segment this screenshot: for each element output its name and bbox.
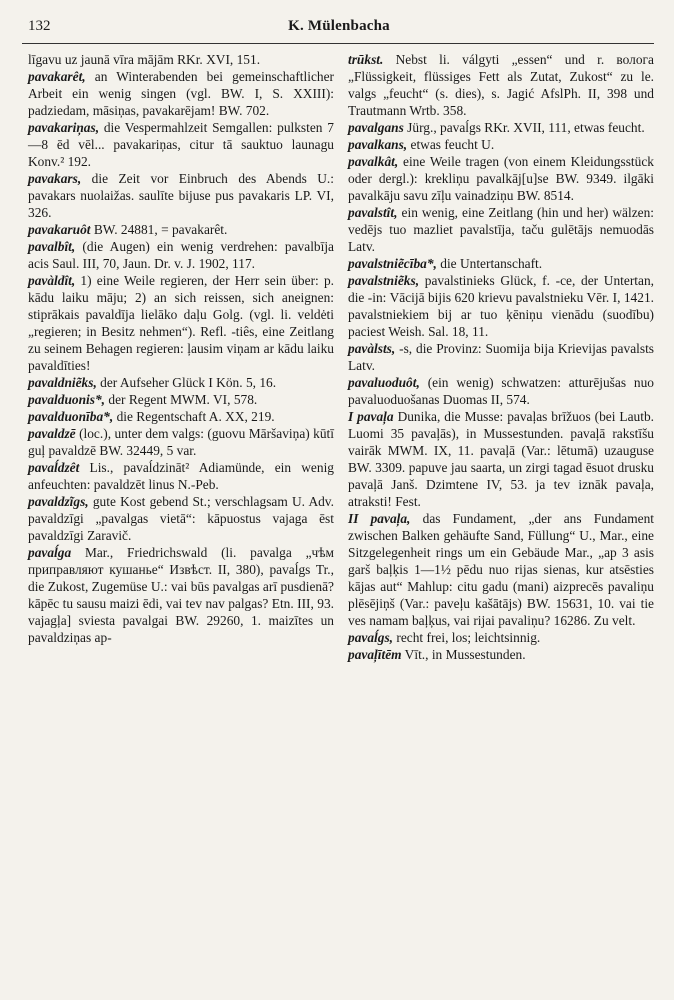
dictionary-entry xyxy=(348,204,654,255)
entry-text: die Zeit vor Einbruch des Abends U.: pavakars nuolaižas. saulīte bijuse pus pavakaris LP. VI, 326. xyxy=(28,171,334,220)
entry-headword: pavalkât, xyxy=(348,154,399,169)
dictionary-entry xyxy=(348,153,654,204)
entry-text: der Aufseher Glück I Kön. 5, 16. xyxy=(100,375,277,390)
entry-text: Jürg., pavaĺgs RKr. XVII, 111, etwas feucht. xyxy=(407,120,645,135)
entry-headword: pavalstît, xyxy=(348,205,398,220)
entry-headword: pavaĺga xyxy=(28,545,72,560)
running-head-author: K. Mülenbacha xyxy=(288,18,390,34)
entry-text: die Regentschaft A. XX, 219. xyxy=(116,409,275,424)
dictionary-entry xyxy=(348,136,654,153)
entry-headword: pavalstniẽcība*, xyxy=(348,256,437,271)
entry-headword: pavaĺgs, xyxy=(348,630,394,645)
entry-headword: pavalbît, xyxy=(28,239,76,254)
dictionary-entry xyxy=(28,119,334,170)
dictionary-entry xyxy=(348,255,654,272)
dictionary-entry xyxy=(28,68,334,119)
entry-text: der Regent MWM. VI, 578. xyxy=(108,392,258,407)
page-header xyxy=(22,18,654,38)
dictionary-entry xyxy=(28,459,334,493)
entry-text: an Winterabenden bei gemeinschaftlicher Arbeit ein wenig singen (vgl. BW. I, S. XXIII): padziedam, māsiņas, pavakarējam! BW. 702. xyxy=(28,69,334,118)
dictionary-entry xyxy=(28,51,334,68)
page-number: 132 xyxy=(28,18,51,34)
dictionary-entry xyxy=(348,51,654,119)
dictionary-entry xyxy=(28,391,334,408)
entry-text: ein wenig, eine Zeitlang (hin und her) wälzen: vedējs tuo mazliet pavalstīja, taču gulētājs nemuodās Latv. xyxy=(348,205,654,254)
dictionary-entry xyxy=(348,629,654,646)
dictionary-entry xyxy=(348,119,654,136)
entry-text: Mar., Friedrichswald (li. pavalga „чѣм приправляют кушанье“ Извѣст. II, 380), pavaĺgs Tr., die Zukost, Zugemüse U.: vai būs pavalgas arī pusdienā? kāpēc tu sausu maizi ēdi, vai tev nav palgas? Etn. III, 93. vajagļa] sviesta pavalgai BW. 29260, 1. maizītes un pavaldziņas ap- xyxy=(28,545,334,645)
dictionary-entry xyxy=(28,272,334,374)
entry-headword: pavaluoduôt, xyxy=(348,375,420,390)
entry-text: gute Kost gebend St.; verschlagsam U. Adv. pavaldzīgi „pavalgas vietā“: kāpuostus vajaga ēst pavaldzīgi Zaravič. xyxy=(28,494,334,543)
dictionary-entry xyxy=(28,221,334,238)
entry-text: recht frei, los; leichtsinnig. xyxy=(396,630,541,645)
entry-headword: pavàldît, xyxy=(28,273,76,288)
entry-headword: II pavaļa, xyxy=(348,511,411,526)
entry-text: die Vespermahlzeit Semgallen: pulksten 7—8 ēd vēl... pavakariņas, citur tā sauktuo launagu Konv.² 192. xyxy=(28,120,334,169)
entry-text: BW. 24881, = pavakarêt. xyxy=(93,222,228,237)
entry-text: eine Weile tragen (von einem Kleidungsstück oder dergl.): krekliņu pavalkāj[u]se BW. 9349. ilgāki pavalkāju savu zīļu vainadziņu BW. 8514. xyxy=(348,154,654,203)
entry-text: pavalstinieks Glück, f. -ce, der Untertan, die -in: Vācijā bijis 620 krievu pavalstnieku Vēr. I, 1421. pavalstniekiem bij ar tuo ķēniņu vienādu (suodību) paciest Weish. Sal. 18, 11. xyxy=(348,273,654,339)
entry-text: (die Augen) ein wenig verdrehen: pavalbīja acis Saul. III, 70, Jaun. Dr. v. J. 1902, 117. xyxy=(28,239,334,271)
left-column xyxy=(22,51,334,663)
entry-headword: pavalduonība*, xyxy=(28,409,114,424)
entry-headword: trūkst. xyxy=(348,52,384,67)
columns xyxy=(22,44,654,663)
dictionary-entry xyxy=(348,510,654,629)
entry-headword: pavakaruôt xyxy=(28,222,91,237)
entry-headword: pavàlsts, xyxy=(348,341,396,356)
entry-text: -s, die Provinz: Suomija bija Krievijas pavalsts Latv. xyxy=(348,341,654,373)
entry-headword: pavalduonis*, xyxy=(28,392,106,407)
dictionary-entry xyxy=(348,340,654,374)
entry-text: Lis., pavaĺdzināt² Adiamünde, ein wenig anfeuchten: pavaldzēt linus N.-Peb. xyxy=(28,460,334,492)
dictionary-entry xyxy=(28,544,334,646)
entry-text: Vīt., in Mussestunden. xyxy=(404,647,526,662)
entry-text: 1) eine Weile regieren, der Herr sein über: p. kādu laiku māju; 2) an sich reissen, sich aneignen: stiprākais pavaldīja lielāko daļu Golg. (vgl. li. veldėti „regieren; in Besitz nehmen“). Refl. -tiês, eine Zeitlang zu seinem Behagen regieren: ļausim viņam ar kādu laiku pavaldīties! xyxy=(28,273,334,373)
entry-headword: pavaldniẽks, xyxy=(28,375,97,390)
entry-text: (ein wenig) schwatzen: atturējušas nuo pavaluoduošanas Duomas II, 574. xyxy=(348,375,654,407)
entry-text: Nebst li. válgyti „essen“ und r. волога „Flüssigkeit, flüssiges Fett als Zutat, Zukost“ zu le. valgs „feucht“ (s. dies), s. Jagić AfslPh. II, 398 und Trautmann Wrtb. 358. xyxy=(348,52,654,118)
entry-headword: pavalstniẽks, xyxy=(348,273,420,288)
dictionary-entry xyxy=(28,238,334,272)
entry-text: das Fundament, „der ans Fundament zwischen Balken gehäufte Sand, Füllung“ U., Mar., eine Sitzgelegenheit rings um ein Gebäude Mar., „ap 3 asis garš baļķis 1—1½ pēdu nuo rijas sienas, kur atsēsties kājas aut“ Mahlup: citu gadu (mani) aizprecēs pavaliņu plēsējiņš (Var.: paveļu kašātājs) BW. 15631, 10. vai tie ves namam baļķus, vai rijai pavaliņu? 16286. Zu velt. xyxy=(348,511,654,628)
entry-text: (loc.), unter dem valgs: (guovu Māršaviņa) kūtī guļ pavaldzē BW. 32449, 5 var. xyxy=(28,426,334,458)
entry-headword: pavalgans xyxy=(348,120,404,135)
entry-text: līgavu uz jaunā vīra mājām RKr. XVI, 151. xyxy=(28,52,261,67)
entry-headword: pavakars, xyxy=(28,171,82,186)
dictionary-entry xyxy=(28,408,334,425)
entry-headword: pavaĺdzêt xyxy=(28,460,80,475)
dictionary-entry xyxy=(348,646,654,663)
dictionary-entry xyxy=(348,272,654,340)
right-column xyxy=(348,51,654,663)
dictionary-entry xyxy=(28,493,334,544)
dictionary-entry xyxy=(28,425,334,459)
entry-headword: pavaldzē xyxy=(28,426,76,441)
dictionary-entry xyxy=(28,374,334,391)
entry-headword: pavaldzĩgs, xyxy=(28,494,89,509)
entry-text: Dunika, die Musse: pavaļas brīžuos (bei Lautb. Luomi 35 pavaļās), in Mussestunden. pavaļā rakstīšu vairāk MWM. IX, 11. pavaļā (Var.: lētumā) uzauguse BW. 3309. papuve jau saarta, un zirgi tagad ēsuot drusku pavaļā Janš. Dzimtene IV, 53. ja tev iznāk pavaļa, atraksti! Fest. xyxy=(348,409,654,509)
entry-headword: pavakarêt, xyxy=(28,69,86,84)
entry-text: die Untertanschaft. xyxy=(440,256,543,271)
dictionary-entry xyxy=(28,170,334,221)
entry-headword: pavalkans, xyxy=(348,137,408,152)
entry-headword: I pavaļa xyxy=(348,409,394,424)
entry-headword: pavaļītēm xyxy=(348,647,402,662)
entry-headword: pavakariņas, xyxy=(28,120,100,135)
entry-text: etwas feucht U. xyxy=(410,137,495,152)
dictionary-entry xyxy=(348,374,654,408)
dictionary-entry xyxy=(348,408,654,510)
